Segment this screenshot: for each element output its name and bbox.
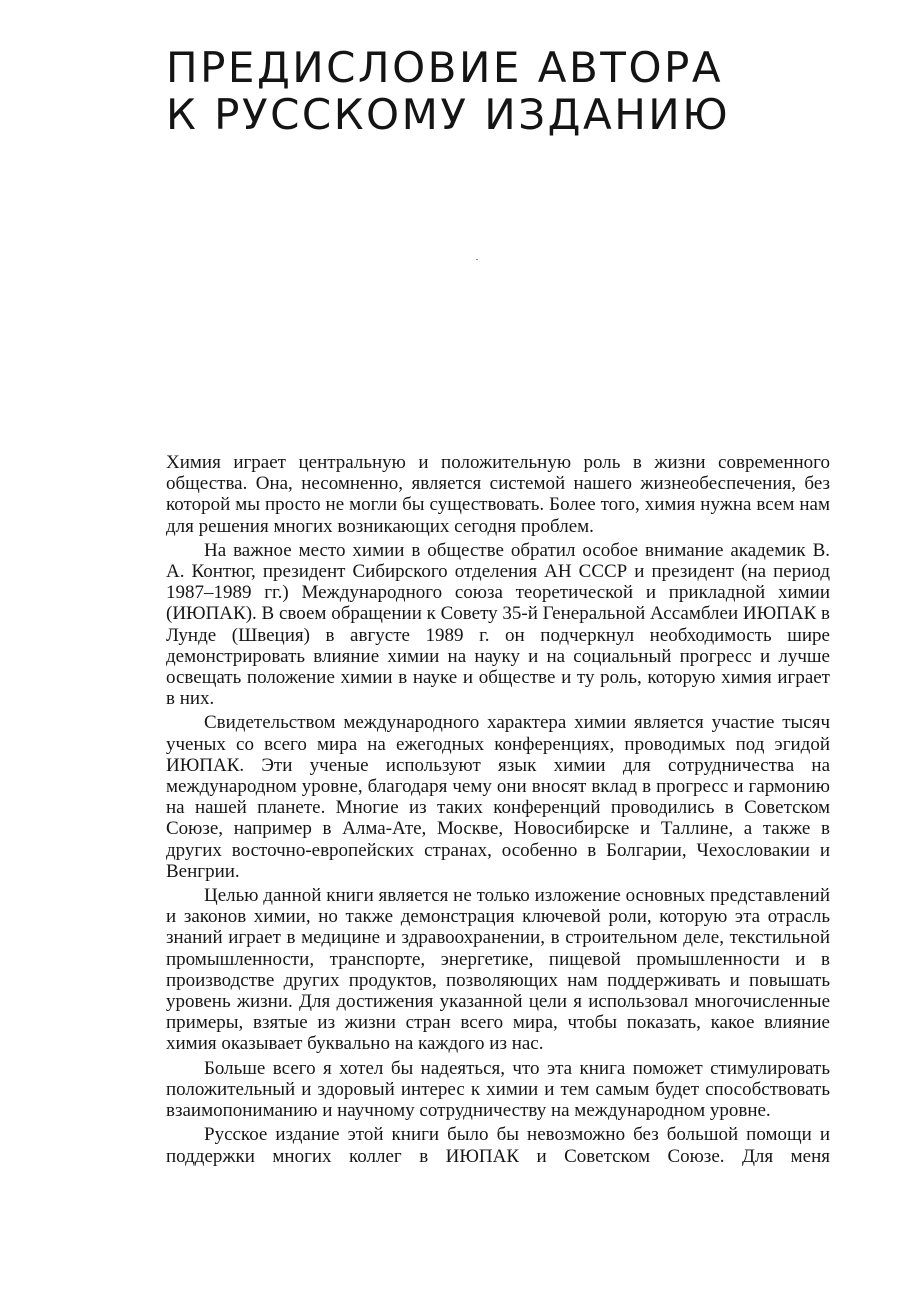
title-line-2: К РУССКОМУ ИЗДАНИЮ bbox=[166, 90, 731, 139]
title-line-1: ПРЕДИСЛОВИЕ АВТОРА bbox=[166, 43, 724, 92]
paragraph: Целью данной книги является не только изложение основных представлений и законов химии, но также демонстрация ключевой роли, которую эта отрасль знаний играет в медицине и здравоохранении, в строительном деле, текстильной промышленности, транспорте, энергетике, пищевой промышленности и в производстве других продуктов, позволяющих нам поддерживать и повышать уровень жизни. Для достижения указанной цели я использовал многочисленные примеры, взятые из жизни стран всего мира, чтобы показать, какое влияние химия оказывает буквально на каждого из нас. bbox=[166, 885, 830, 1055]
paragraph: Русское издание этой книги было бы невозможно без большой помощи и поддержки многих коллег в ИЮПАК и Советском Союзе. Для меня bbox=[166, 1124, 830, 1167]
paragraph: Химия играет центральную и положительную роль в жизни современного общества. Она, несомненно, является системой нашего жизнеобеспечения, без которой мы просто не могли бы существовать. Более того, химия нужна всем нам для решения многих возникающих сегодня проблем. bbox=[166, 452, 830, 537]
page-title bbox=[166, 44, 866, 138]
body-text bbox=[166, 452, 830, 1170]
paragraph: Больше всего я хотел бы надеяться, что эта книга поможет стимулировать положительный и здоровый интерес к химии и тем самым будет способствовать взаимопониманию и научному сотрудничеству на международном уровне. bbox=[166, 1057, 830, 1122]
paragraph: Свидетельством международного характера химии является участие тысяч ученых со всего мира на ежегодных конференциях, проводимых под эгидой ИЮПАК. Эти ученые используют язык химии для сотрудничества на международном уровне, благодаря чему они вносят вклад в прогресс и гармонию на нашей планете. Многие из таких конференций проводились в Советском Союзе, например в Алма-Ате, Москве, Новосибирске и Таллине, а также в других восточно-европейских странах, особенно в Болгарии, Чехословакии и Венгрии. bbox=[166, 712, 830, 882]
paragraph: На важное место химии в обществе обратил особое внимание академик В. А. Контюг, президент Сибирского отделения АН СССР и президент (на период 1987–1989 гг.) Международного союза теоретической и прикладной химии (ИЮПАК). В своем обращении к Совету 35-й Генеральной Ассамблеи ИЮПАК в Лунде (Швеция) в августе 1989 г. он подчеркнул необходимость шире демонстрировать влияние химии на науку и на социальный прогресс и лучше освещать положение химии в науке и обществе и ту роль, которую химия играет в них. bbox=[166, 539, 830, 710]
print-speck bbox=[476, 259, 478, 260]
